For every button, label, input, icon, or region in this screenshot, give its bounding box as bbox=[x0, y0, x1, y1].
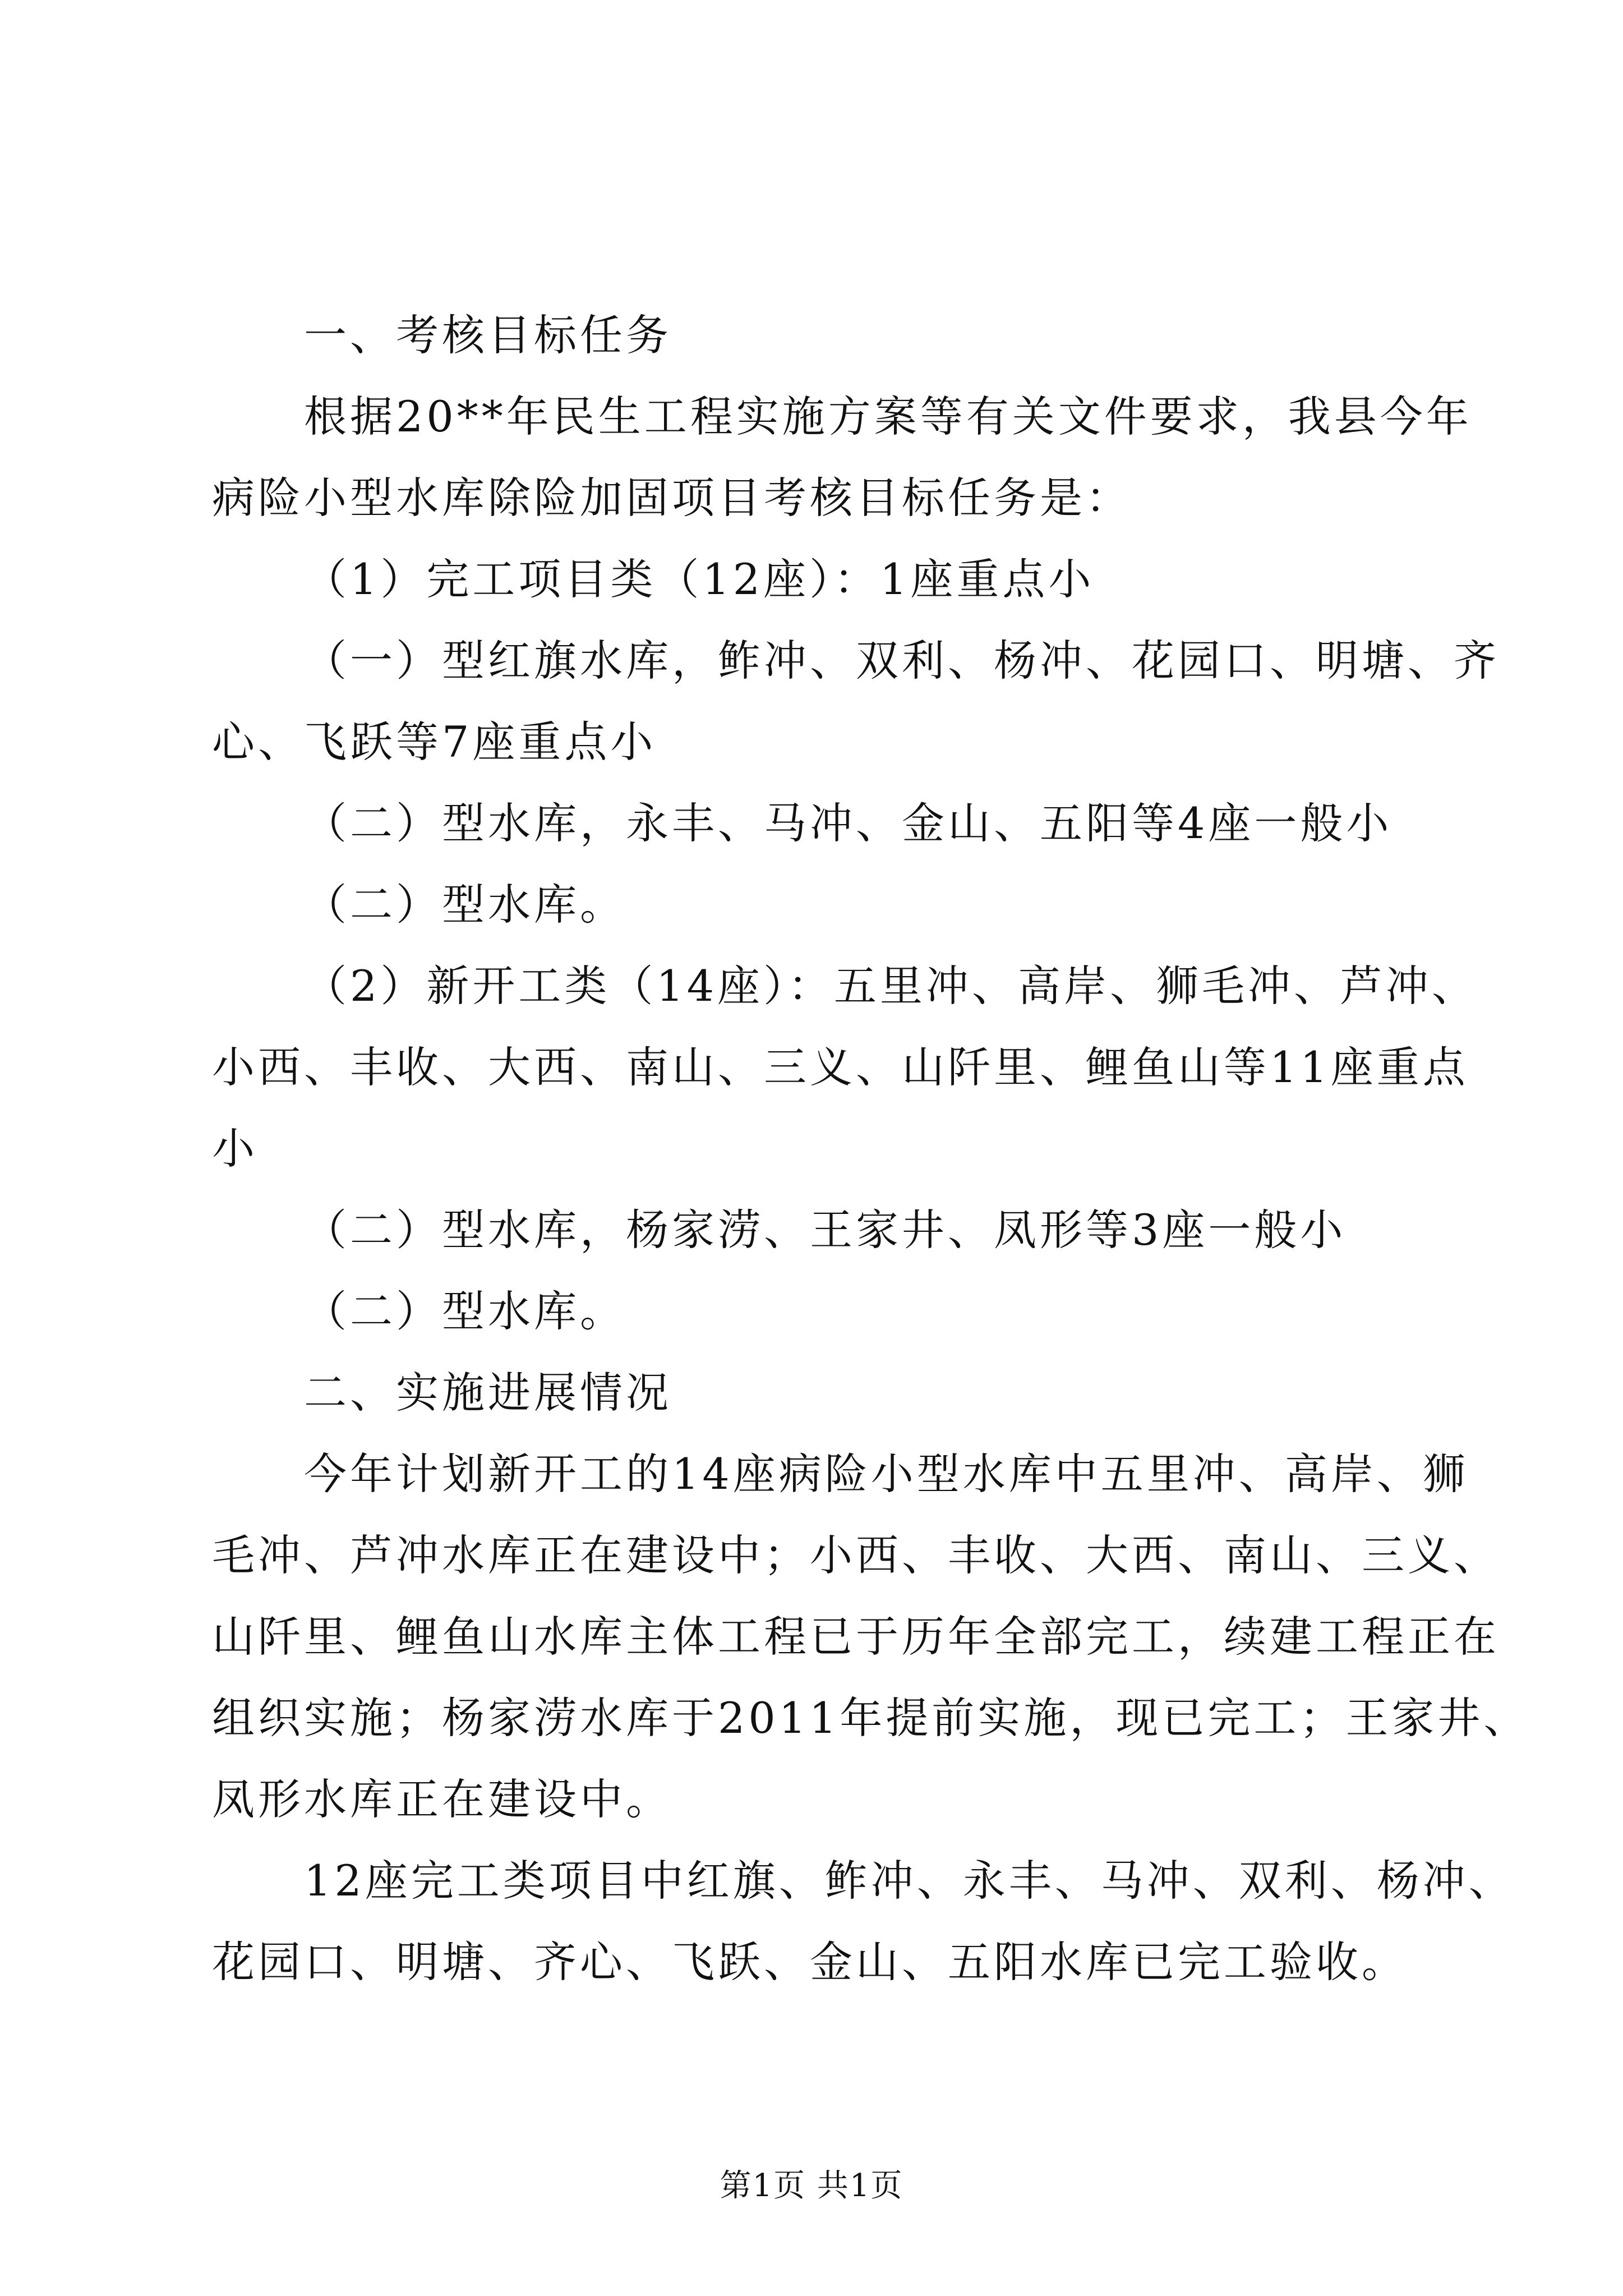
paragraph-line: 组织实施；杨家涝水库于2011年提前实施，现已完工；王家井、 bbox=[212, 1693, 1530, 1743]
paragraph-line: 花园口、明塘、齐心、飞跃、金山、五阳水库已完工验收。 bbox=[212, 1937, 1408, 1987]
paragraph-line: 心、飞跃等7座重点小 bbox=[212, 717, 657, 767]
paragraph-line: 12座完工类项目中红旗、鲊冲、永丰、马冲、双利、杨冲、 bbox=[304, 1856, 1515, 1906]
paragraph-line: 山阡里、鲤鱼山水库主体工程已于历年全部完工，续建工程正在 bbox=[212, 1612, 1500, 1662]
paragraph-line: 凤形水库正在建设中。 bbox=[212, 1774, 672, 1824]
paragraph-line: （二）型水库。 bbox=[304, 1286, 626, 1336]
page-footer: 第1页 共1页 bbox=[720, 2168, 903, 2204]
paragraph-line: 小 bbox=[212, 1124, 258, 1174]
paragraph-line: 根据20**年民生工程实施方案等有关文件要求，我县今年 bbox=[304, 392, 1472, 441]
heading-progress: 二、实施进展情况 bbox=[304, 1368, 672, 1418]
paragraph-line: （一）型红旗水库，鲊冲、双利、杨冲、花园口、明塘、齐 bbox=[304, 636, 1500, 685]
paragraph-line: 毛冲、芦冲水库正在建设中；小西、丰收、大西、南山、三义、 bbox=[212, 1530, 1500, 1580]
paragraph-line: （2）新开工类（14座）：五里冲、高岸、狮毛冲、芦冲、 bbox=[304, 961, 1478, 1011]
heading-assessment-targets: 一、考核目标任务 bbox=[304, 310, 672, 360]
paragraph-line: 病险小型水库除险加固项目考核目标任务是： bbox=[212, 473, 1132, 523]
paragraph-line: 今年计划新开工的14座病险小型水库中五里冲、高岸、狮 bbox=[304, 1449, 1469, 1499]
paragraph-line: （二）型水库。 bbox=[304, 880, 626, 930]
paragraph-line: （二）型水库，永丰、马冲、金山、五阳等4座一般小 bbox=[304, 798, 1393, 848]
paragraph-line: （二）型水库，杨家涝、王家井、凤形等3座一般小 bbox=[304, 1205, 1347, 1255]
paragraph-line: （1）完工项目类（12座）：1座重点小 bbox=[304, 554, 1095, 604]
paragraph-line: 小西、丰收、大西、南山、三义、山阡里、鲤鱼山等11座重点 bbox=[212, 1042, 1469, 1092]
